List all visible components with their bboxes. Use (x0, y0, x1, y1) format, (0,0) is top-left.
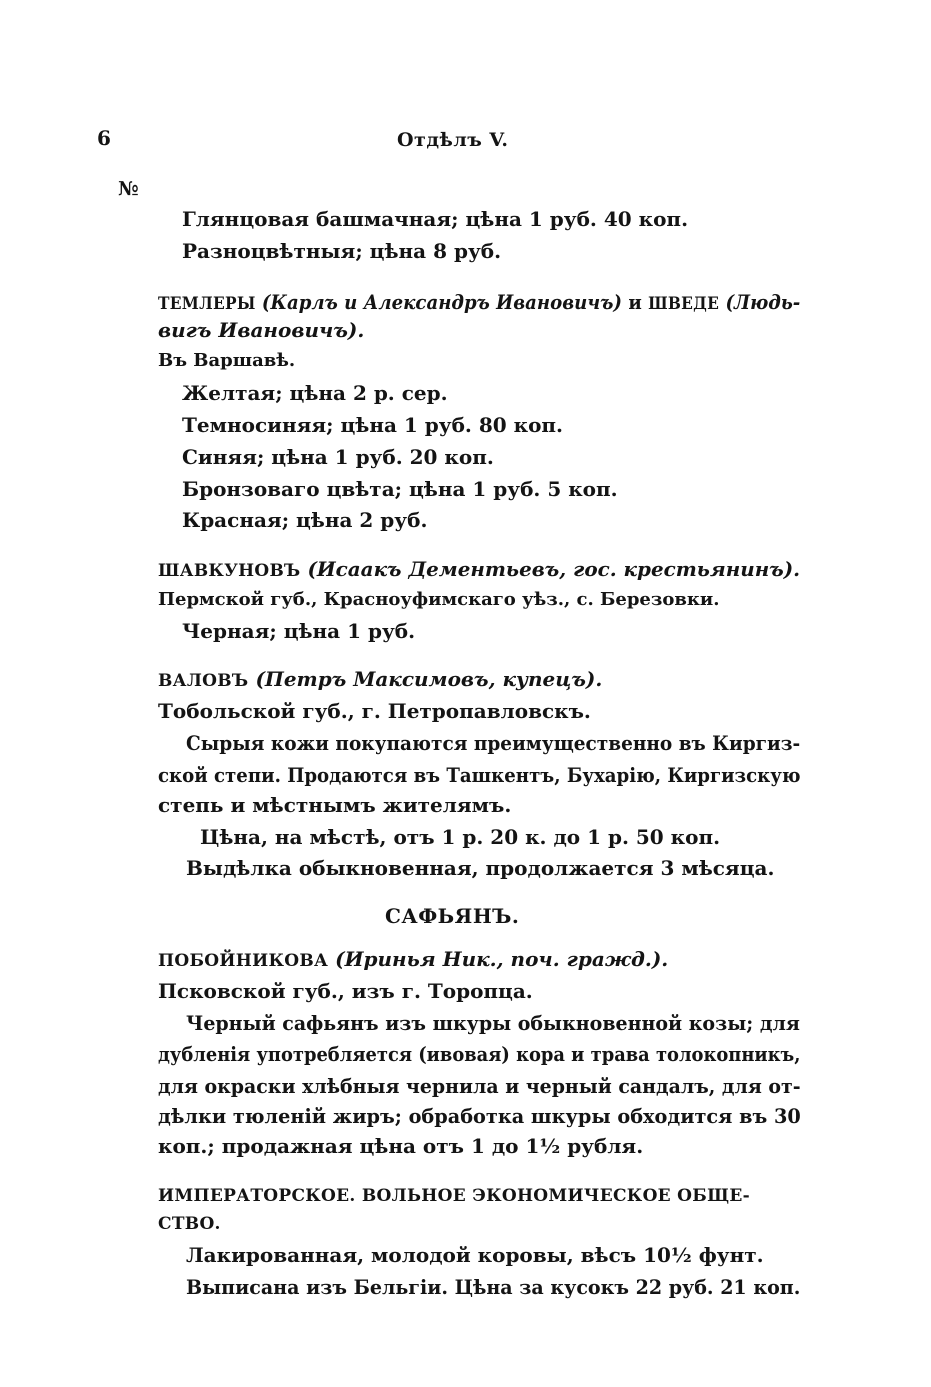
entry-name: ВАЛОВЪ (158, 671, 249, 691)
entry-name: ШВЕДЕ (648, 294, 720, 314)
text-line: коп.; продажная цѣна отъ 1 до 1½ рубля. (158, 1134, 644, 1158)
entry-heading-valov (158, 669, 602, 690)
list-item: Выписана изъ Бельгіи. Цѣна за кусокъ 22 руб. 21 коп. (186, 1275, 801, 1299)
text-line: дубленія употребляется (ивовая) кора и трава толокопникъ, (158, 1042, 801, 1066)
list-item: Синяя; цѣна 1 руб. 20 коп. (182, 445, 494, 469)
entry-name: ШАВКУНОВЪ (158, 561, 301, 581)
entry-heading-temlery (158, 292, 800, 313)
text-line: ской степи. Продаются въ Ташкентъ, Бухарію, Киргизскую (158, 763, 801, 787)
section-heading: САФЬЯНЪ. (385, 904, 520, 928)
entry-name: ПОБОЙНИКОВА (158, 951, 329, 971)
entry-persons-continued: вигъ Ивановичъ). (158, 318, 365, 342)
list-item: Желтая; цѣна 2 р. сер. (182, 381, 448, 405)
entry-heading-society: ИМПЕРАТОРСКОЕ. ВОЛЬНОЕ ЭКОНОМИЧЕСКОЕ ОБЩЕ- (158, 1186, 750, 1206)
entry-location: Псковской губ., изъ г. Торопца. (158, 979, 533, 1003)
list-item: Бронзоваго цвѣта; цѣна 1 руб. 5 коп. (182, 477, 618, 501)
entry-processing: Выдѣлка обыкновенная, продолжается 3 мѣсяца. (186, 856, 775, 880)
entry-details: (Иринья Ник., поч. гражд.). (335, 947, 669, 971)
entry-persons: (Карлъ и Александръ Ивановичъ) (261, 290, 622, 314)
list-item: Красная; цѣна 2 руб. (182, 508, 428, 532)
text-line: Сырыя кожи покупаются преимущественно въ Киргиз- (186, 731, 801, 755)
entry-details: (Петръ Максимовъ, купецъ). (255, 667, 603, 691)
entry-heading-shavkunov (158, 559, 800, 580)
entry-details: (Исаакъ Дементьевъ, гос. крестьянинъ). (307, 557, 801, 581)
section-title: Отдѣлъ V. (397, 129, 509, 151)
page-number: 6 (97, 126, 111, 150)
entry-name: ТЕМЛЕРЫ (158, 294, 256, 314)
entry-persons: (Людь- (725, 290, 801, 314)
entry-location: Въ Варшавѣ. (158, 350, 296, 371)
list-item: Лакированная, молодой коровы, вѣсъ 10½ фунт. (186, 1243, 764, 1267)
entry-heading-society-continued: СТВО. (158, 1214, 221, 1234)
text-line: дѣлки тюленій жиръ; обработка шкуры обходится въ 30 (158, 1104, 801, 1128)
entry-heading-poboynikova (158, 949, 668, 970)
entry-conjunction: и (628, 290, 642, 314)
number-sign: № (118, 178, 139, 200)
text-line: степь и мѣстнымъ жителямъ. (158, 793, 512, 817)
list-item: Темносиняя; цѣна 1 руб. 80 коп. (182, 413, 564, 437)
entry-location: Пермской губ., Красноуфимскаго уѣз., с. Березовки. (158, 589, 720, 610)
entry-price: Цѣна, на мѣстѣ, отъ 1 р. 20 к. до 1 р. 50 коп. (200, 825, 721, 849)
text-line: Черный сафьянъ изъ шкуры обыкновенной козы; для (186, 1011, 800, 1035)
text-line: для окраски хлѣбныя чернила и черный сандалъ, для от- (158, 1074, 801, 1098)
entry-location: Тобольской губ., г. Петропавловскъ. (158, 699, 591, 723)
list-item: Глянцовая башмачная; цѣна 1 руб. 40 коп. (182, 207, 689, 231)
list-item: Разноцвѣтныя; цѣна 8 руб. (182, 239, 502, 263)
list-item: Черная; цѣна 1 руб. (182, 619, 416, 643)
